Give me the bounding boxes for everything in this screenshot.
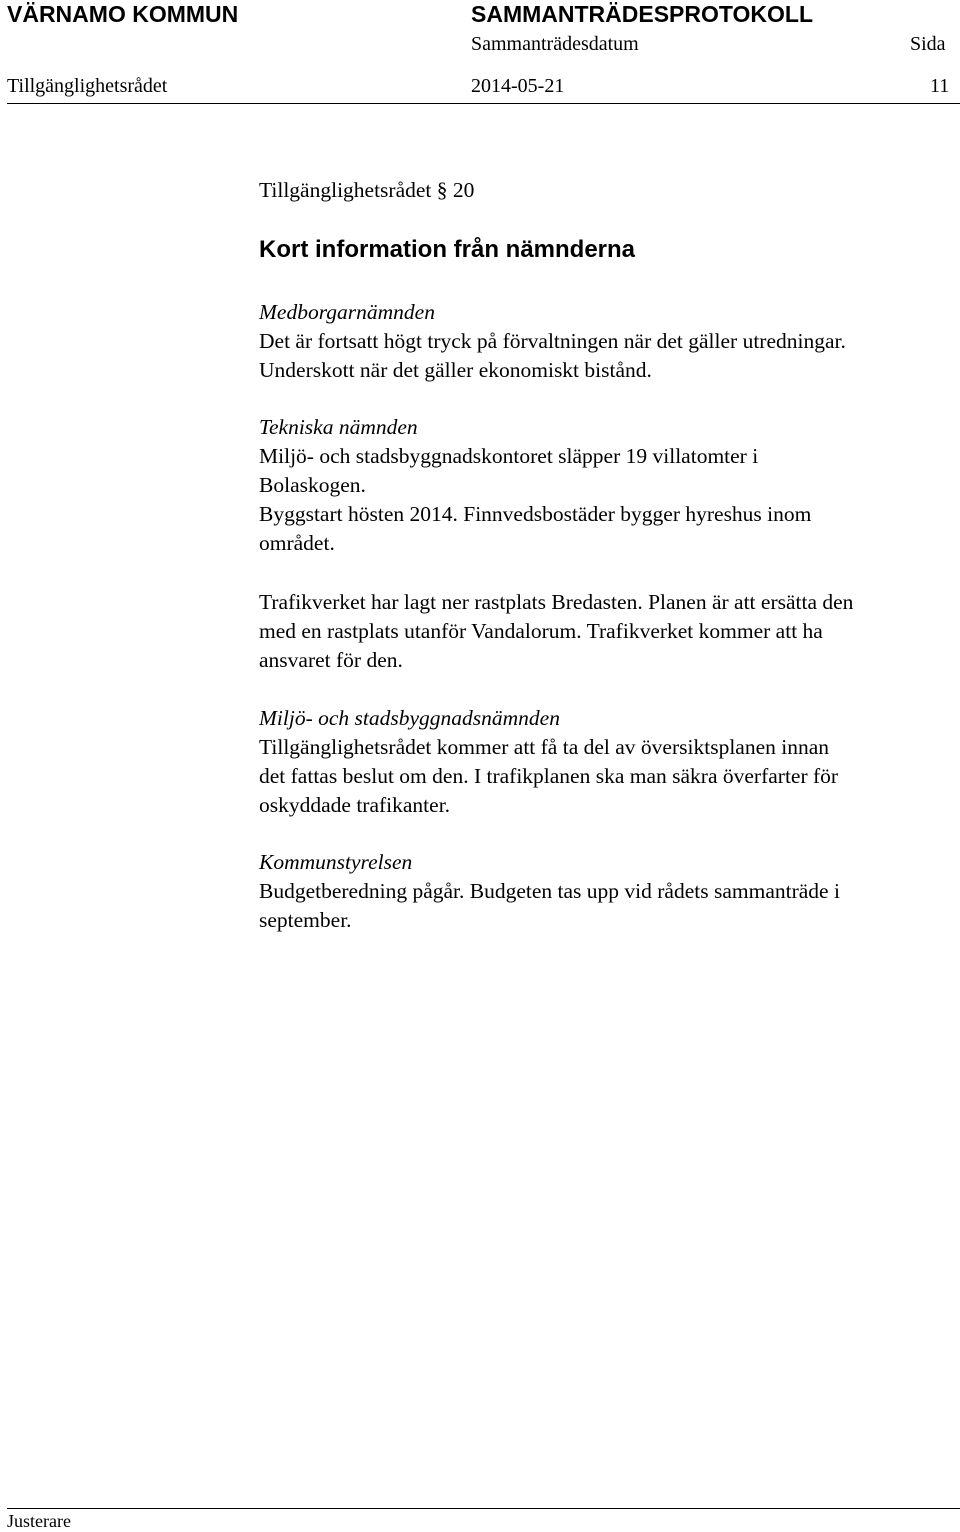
item-line: Budgetberedning pågår. Budgeten tas upp vid rådets sammanträde i (259, 879, 840, 903)
item-line: Underskott när det gäller ekonomiskt bistånd. (259, 358, 652, 382)
organization-name: VÄRNAMO KOMMUN (7, 1, 239, 27)
item-heading: Tekniska nämnden (259, 415, 418, 439)
item-line: med en rastplats utanför Vandalorum. Trafikverket kommer att ha (259, 619, 823, 643)
date-label: Sammanträdesdatum (471, 33, 639, 55)
header-divider (7, 103, 960, 104)
item-heading: Miljö- och stadsbyggnadsnämnden (259, 706, 560, 730)
item-line: Tillgänglighetsrådet kommer att få ta del av översiktsplanen innan (259, 735, 830, 759)
item-line: oskyddade trafikanter. (259, 793, 451, 817)
meeting-date: 2014-05-21 (471, 75, 565, 97)
paragraph-ref-text: Tillgänglighetsrådet § 20 (259, 178, 475, 202)
item-tekniska-namnden-trafik (259, 588, 959, 675)
item-line: Bolaskogen. (259, 473, 366, 497)
item-heading: Kommunstyrelsen (259, 850, 413, 874)
item-line: Trafikverket har lagt ner rastplats Bredasten. Planen är att ersätta den (259, 590, 854, 614)
item-line: Det är fortsatt högt tryck på förvaltningen när det gäller utredningar. (259, 329, 846, 353)
item-heading: Medborgarnämnden (259, 300, 435, 324)
item-line: det fattas beslut om den. I trafikplanen ska man säkra överfarter för (259, 764, 839, 788)
item-line: Miljö- och stadsbyggnadskontoret släpper 19 villatomter i (259, 444, 759, 468)
document-type: SAMMANTRÄDESPROTOKOLL (471, 1, 814, 27)
meeting-body: Tillgänglighetsrådet (7, 75, 168, 97)
item-line: Byggstart hösten 2014. Finnvedsbostäder bygger hyreshus inom (259, 502, 812, 526)
page-number: 11 (930, 75, 950, 97)
section-title: Kort information från nämnderna (259, 236, 636, 263)
paragraph-reference (259, 176, 959, 205)
item-line: september. (259, 908, 352, 932)
item-kommunstyrelsen (259, 848, 959, 935)
footer-divider (7, 1508, 960, 1509)
item-miljo-stadsbyggnadsnamnden (259, 704, 959, 820)
item-line: området. (259, 531, 335, 555)
item-tekniska-namnden (259, 413, 959, 558)
item-line: ansvaret för den. (259, 648, 403, 672)
page-label: Sida (910, 33, 946, 55)
justerare-label: Justerare (7, 1511, 71, 1531)
item-medborgarnamnden (259, 298, 959, 385)
